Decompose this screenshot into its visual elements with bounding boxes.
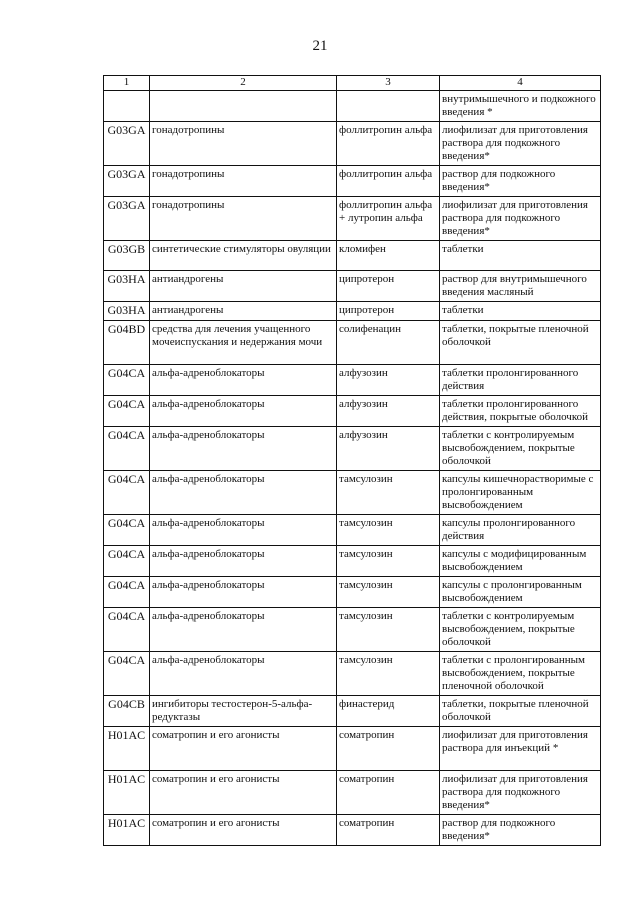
pharmacological-group-cell: соматропин и его агонисты: [150, 771, 337, 815]
table-row: [104, 815, 601, 846]
table-row: [104, 241, 601, 271]
drug-name-cell: ципротерон: [337, 271, 440, 302]
table-row: [104, 365, 601, 396]
pharmacological-group-cell: [150, 91, 337, 122]
atc-code-cell: G04CA: [104, 515, 150, 546]
dosage-form-cell: раствор для подкожного введения*: [440, 815, 601, 846]
column-number: 3: [337, 76, 440, 91]
drug-name-cell: соматропин: [337, 815, 440, 846]
dosage-form-cell: капсулы с модифицированным высвобождением: [440, 546, 601, 577]
page-number: 21: [312, 38, 328, 54]
atc-code-cell: G04CA: [104, 577, 150, 608]
dosage-form-cell: таблетки с контролируемым высвобождением, покрытые оболочкой: [440, 608, 601, 652]
dosage-form-cell: таблетки с контролируемым высвобождением, покрытые оболочкой: [440, 427, 601, 471]
dosage-form-cell: лиофилизат для приготовления раствора для подкожного введения*: [440, 197, 601, 241]
table-row: [104, 771, 601, 815]
table-row: [104, 577, 601, 608]
dosage-form-cell: капсулы кишечнорастворимые с пролонгированным высвобождением: [440, 471, 601, 515]
drug-name-cell: кломифен: [337, 241, 440, 271]
dosage-form-cell: таблетки, покрытые пленочной оболочкой: [440, 321, 601, 365]
dosage-form-cell: лиофилизат для приготовления раствора для инъекций *: [440, 727, 601, 771]
pharmacological-group-cell: соматропин и его агонисты: [150, 815, 337, 846]
drug-name-cell: фоллитропин альфа + лутропин альфа: [337, 197, 440, 241]
atc-code-cell: G03GA: [104, 122, 150, 166]
drug-name-cell: фоллитропин альфа: [337, 166, 440, 197]
pharmacological-group-cell: гонадотропины: [150, 122, 337, 166]
dosage-form-cell: лиофилизат для приготовления раствора для подкожного введения*: [440, 122, 601, 166]
dosage-form-cell: внутримышечного и подкожного введения *: [440, 91, 601, 122]
dosage-form-cell: таблетки пролонгированного действия, покрытые оболочкой: [440, 396, 601, 427]
table-row: [104, 427, 601, 471]
column-number: 2: [150, 76, 337, 91]
table-row: [104, 471, 601, 515]
pharmacological-group-cell: альфа-адреноблокаторы: [150, 365, 337, 396]
atc-code-cell: H01AC: [104, 727, 150, 771]
drug-name-cell: финастерид: [337, 696, 440, 727]
dosage-form-cell: таблетки с пролонгированным высвобождением, покрытые пленочной оболочкой: [440, 652, 601, 696]
drug-name-cell: [337, 91, 440, 122]
table-row: [104, 302, 601, 321]
drug-name-cell: соматропин: [337, 771, 440, 815]
atc-code-cell: G04CA: [104, 365, 150, 396]
atc-code-cell: G03GA: [104, 166, 150, 197]
pharmacological-group-cell: антиандрогены: [150, 271, 337, 302]
atc-code-cell: G04CA: [104, 427, 150, 471]
pharmacological-group-cell: антиандрогены: [150, 302, 337, 321]
table-row: [104, 122, 601, 166]
atc-code-cell: G03HA: [104, 302, 150, 321]
drug-name-cell: ципротерон: [337, 302, 440, 321]
drug-name-cell: тамсулозин: [337, 608, 440, 652]
atc-code-cell: G03HA: [104, 271, 150, 302]
table-row: [104, 321, 601, 365]
column-number-row: [104, 76, 601, 91]
pharmacological-group-cell: соматропин и его агонисты: [150, 727, 337, 771]
drug-name-cell: алфузозин: [337, 365, 440, 396]
pharmacological-group-cell: гонадотропины: [150, 197, 337, 241]
dosage-form-cell: раствор для внутримышечного введения масляный: [440, 271, 601, 302]
drug-name-cell: тамсулозин: [337, 471, 440, 515]
pharmacological-group-cell: средства для лечения учащенного мочеиспускания и недержания мочи: [150, 321, 337, 365]
pharmacological-group-cell: альфа-адреноблокаторы: [150, 608, 337, 652]
atc-code-cell: G03GB: [104, 241, 150, 271]
table-row: [104, 727, 601, 771]
table-row: [104, 396, 601, 427]
pharmacological-group-cell: альфа-адреноблокаторы: [150, 546, 337, 577]
atc-code-cell: [104, 91, 150, 122]
drug-table: [103, 75, 601, 846]
table-row: [104, 271, 601, 302]
drug-name-cell: соматропин: [337, 727, 440, 771]
drug-name-cell: фоллитропин альфа: [337, 122, 440, 166]
atc-code-cell: G03GA: [104, 197, 150, 241]
atc-code-cell: H01AC: [104, 815, 150, 846]
atc-code-cell: G04CA: [104, 652, 150, 696]
pharmacological-group-cell: альфа-адреноблокаторы: [150, 577, 337, 608]
pharmacological-group-cell: альфа-адреноблокаторы: [150, 427, 337, 471]
pharmacological-group-cell: альфа-адреноблокаторы: [150, 515, 337, 546]
table-row: [104, 608, 601, 652]
atc-code-cell: H01AC: [104, 771, 150, 815]
atc-code-cell: G04CA: [104, 608, 150, 652]
table-row: [104, 546, 601, 577]
column-number: 1: [104, 76, 150, 91]
pharmacological-group-cell: альфа-адреноблокаторы: [150, 471, 337, 515]
table-row: [104, 515, 601, 546]
table-row: [104, 166, 601, 197]
dosage-form-cell: лиофилизат для приготовления раствора для подкожного введения*: [440, 771, 601, 815]
dosage-form-cell: таблетки: [440, 241, 601, 271]
drug-name-cell: тамсулозин: [337, 515, 440, 546]
pharmacological-group-cell: синтетические стимуляторы овуляции: [150, 241, 337, 271]
drug-name-cell: алфузозин: [337, 427, 440, 471]
table-row: [104, 652, 601, 696]
pharmacological-group-cell: альфа-адреноблокаторы: [150, 396, 337, 427]
pharmacological-group-cell: гонадотропины: [150, 166, 337, 197]
atc-code-cell: G04CA: [104, 546, 150, 577]
table-row: [104, 91, 601, 122]
pharmacological-group-cell: ингибиторы тестостерон-5-альфа-редуктазы: [150, 696, 337, 727]
table-row: [104, 696, 601, 727]
table-row: [104, 197, 601, 241]
atc-code-cell: G04CA: [104, 396, 150, 427]
atc-code-cell: G04BD: [104, 321, 150, 365]
dosage-form-cell: раствор для подкожного введения*: [440, 166, 601, 197]
dosage-form-cell: таблетки, покрытые пленочной оболочкой: [440, 696, 601, 727]
dosage-form-cell: таблетки: [440, 302, 601, 321]
column-number: 4: [440, 76, 601, 91]
drug-name-cell: тамсулозин: [337, 577, 440, 608]
pharmacological-group-cell: альфа-адреноблокаторы: [150, 652, 337, 696]
dosage-form-cell: таблетки пролонгированного действия: [440, 365, 601, 396]
drug-name-cell: тамсулозин: [337, 652, 440, 696]
drug-name-cell: тамсулозин: [337, 546, 440, 577]
dosage-form-cell: капсулы с пролонгированным высвобождением: [440, 577, 601, 608]
drug-name-cell: солифенацин: [337, 321, 440, 365]
dosage-form-cell: капсулы пролонгированного действия: [440, 515, 601, 546]
drug-name-cell: алфузозин: [337, 396, 440, 427]
atc-code-cell: G04CA: [104, 471, 150, 515]
atc-code-cell: G04CB: [104, 696, 150, 727]
